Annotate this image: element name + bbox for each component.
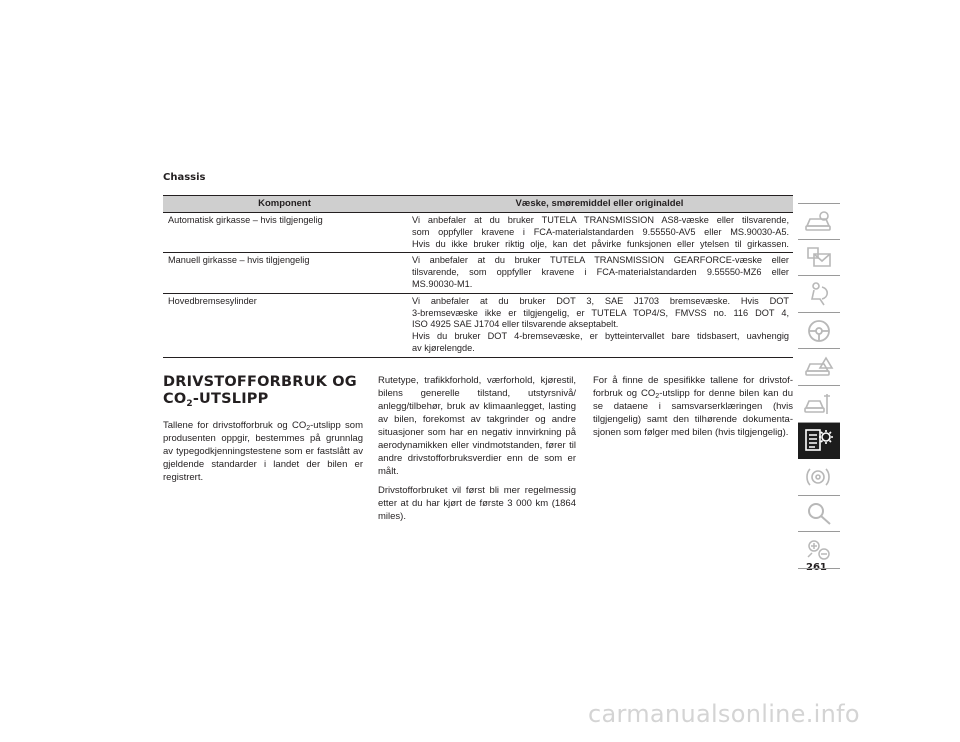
fluid-line: 3-bremsevæske ikke er tilgjengelig, er TUTELA TOP4/S, FMVSS no. 116 DOT 4, <box>412 307 789 318</box>
heading-co: CO <box>163 391 187 407</box>
paragraph: Drivstofforbruket vil først bli mer regelmessig etter at du har kjørt de første 3 000 km (1864 miles). <box>378 485 576 522</box>
fluid-line: Vi anbefaler at du bruker DOT 3, SAE J1703 bremsevæske. Hvis DOT <box>412 295 789 306</box>
fluid-line: Vi anbefaler at du bruker TUTELA TRANSMISSION GEARFORCE-væske eller <box>412 255 789 266</box>
airbag-seat-icon <box>804 281 834 307</box>
row-component: Manuell girkasse – hvis tilgjengelig <box>163 253 406 293</box>
fluid-line: av kjørelengde. <box>412 342 475 353</box>
text-column-2 <box>378 374 576 529</box>
tab-languages[interactable] <box>798 532 840 569</box>
tab-car-dashboard[interactable] <box>798 203 840 240</box>
header-fluid: Væske, smøremiddel eller originaldel <box>406 196 793 213</box>
car-service-tools-icon <box>804 391 834 417</box>
row-fluid <box>406 213 793 253</box>
table-row <box>163 213 793 253</box>
text-run: -utslipp som produsenten oppgir, bestemmes på grunnlag av typegodkjenningstestene som er fastslått av gjeldende standarder i landet der bilen er registrert. <box>163 420 363 483</box>
tab-driving[interactable] <box>798 313 840 350</box>
text-run: -utslipp for denne bilen kan du se dataene i samsvarserklæringen (hvis tilgjengelig) samt den tilhørende dokumentasjonen som følger med bilen (hvis tilgjengelig). <box>593 388 793 438</box>
text-run: For å finne de spesifikke tallene for drivstofforbruk og CO <box>593 375 793 399</box>
heading-line1: DRIVSTOFFORBRUK OG <box>163 374 357 390</box>
text-column-3 <box>593 374 793 445</box>
heading-subscript: 2 <box>186 399 193 409</box>
text-column-1 <box>163 419 363 490</box>
car-breakdown-icon <box>804 354 834 380</box>
row-component: Hovedbremsesylinder <box>163 293 406 357</box>
header-component: Komponent <box>163 196 406 213</box>
warning-message-icon <box>804 244 834 270</box>
row-fluid <box>406 293 793 357</box>
fluid-line: Vi anbefaler at du bruker TUTELA TRANSMISSION AS8-væske eller tilsvarende, <box>412 215 789 225</box>
subscript: 2 <box>306 425 311 432</box>
paragraph: Rutetype, trafikkforhold, værforhold, kjørestil, bilens generelle tilstand, utstyrsnivå/ anlegg/tilbehør, bruk av klimaanlegget, lasting av bilen, forekomst av takgrinder og andre situasjoner som har en negativ innvirkning på aerodynamikken eller vindmotstanden, fører til andre drivstofforbruksverdier enn de som er målt. <box>378 375 576 477</box>
fluid-line: ISO 4925 SAE J1704 eller tilsvarende akseptabelt. <box>412 319 619 330</box>
table-header-row <box>163 196 793 213</box>
fluid-line: som oppfyller kravene i FCA-materialstandarden 9.55550-AV5 eller MS.90030-A5. <box>412 226 789 237</box>
chapter-tabs <box>798 203 840 569</box>
technical-specs-icon <box>804 426 834 454</box>
paragraph <box>163 419 363 484</box>
tab-warning-messages[interactable] <box>798 240 840 277</box>
chapter-heading <box>163 374 373 408</box>
row-component: Automatisk girkasse – hvis tilgjengelig <box>163 213 406 253</box>
magnifier-index-icon <box>804 501 834 527</box>
tab-emergency[interactable] <box>798 349 840 386</box>
tab-multimedia[interactable] <box>798 459 840 496</box>
row-fluid <box>406 253 793 293</box>
language-symbols-icon <box>804 537 834 563</box>
fluids-table <box>163 195 793 358</box>
text-run: Tallene for drivstofforbruk og CO <box>163 420 307 431</box>
watermark: carmanualsonline.info <box>588 700 860 728</box>
fluid-line: MS.90030-M1. <box>412 278 473 289</box>
subscript: 2 <box>655 393 660 400</box>
multimedia-icon <box>804 464 834 490</box>
page-number: 261 <box>806 562 827 573</box>
section-title: Chassis <box>163 172 206 183</box>
car-dashboard-icon <box>804 208 834 234</box>
table-row <box>163 253 793 293</box>
paragraph <box>593 374 793 439</box>
tab-index[interactable] <box>798 496 840 533</box>
fluid-line: Hvis du ikke bruker riktig olje, kan det påvirke funksjonen eller ytelsen til girkassen. <box>412 238 789 249</box>
tab-service[interactable] <box>798 386 840 423</box>
steering-wheel-icon <box>804 318 834 344</box>
heading-rest: -UTSLIPP <box>192 391 269 407</box>
tab-safety[interactable] <box>798 276 840 313</box>
fluid-line: Hvis du bruker DOT 4-bremsevæske, er bytteintervallet bare tidsbasert, uavhengig <box>412 331 789 342</box>
tab-technical-specifications[interactable] <box>798 423 840 460</box>
table-row <box>163 293 793 357</box>
fluid-line: tilsvarende, som oppfyller kravene i FCA-materialstandarden 9.55550-MZ6 eller <box>412 267 789 278</box>
